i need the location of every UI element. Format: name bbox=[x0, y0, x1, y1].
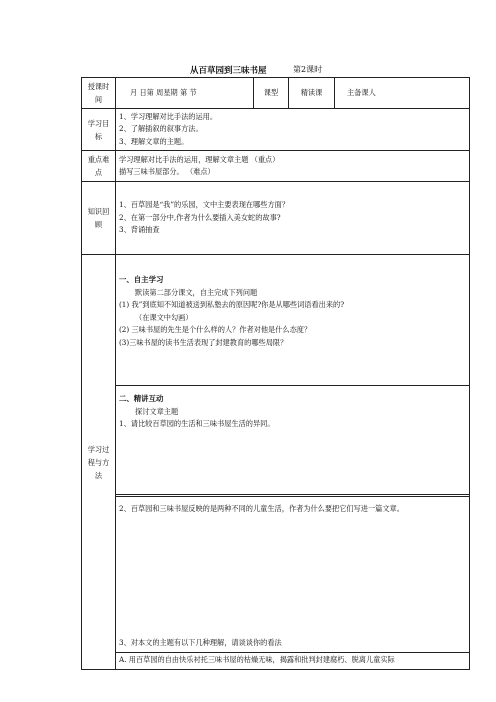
process-content bbox=[116, 255, 470, 670]
interaction-q3 bbox=[119, 637, 282, 650]
goal-item: 3、理解文章的主题。 bbox=[119, 136, 189, 146]
answer-divider bbox=[116, 494, 469, 495]
key-item: 描写三味书屋部分。 （难点） bbox=[119, 167, 215, 176]
key-content bbox=[116, 151, 470, 182]
process-row bbox=[82, 255, 470, 670]
self-study-section bbox=[119, 274, 344, 349]
self-study-hint: （在课文中勾画） bbox=[135, 312, 193, 322]
key-row bbox=[82, 151, 470, 182]
lesson-plan-table bbox=[81, 77, 470, 670]
review-label: 知识回顾 bbox=[82, 182, 116, 255]
option-divider bbox=[116, 652, 469, 653]
preparer-label: 主备课人 bbox=[335, 78, 470, 109]
interaction-heading: 二、精讲互动 bbox=[119, 394, 164, 403]
goals-row bbox=[82, 109, 470, 151]
review-item: 1、百草园是“我”的乐园，文中主要表现在哪些方面？ bbox=[119, 200, 290, 210]
self-study-intro: 默读第二部分课文，自主完成下列问题 bbox=[135, 287, 258, 297]
interaction-option: A. 用百草园的自由快乐衬托三味书屋的枯燥无味，揭露和批判封建腐朽、脱离儿童实际 bbox=[119, 655, 395, 664]
section-divider bbox=[116, 385, 469, 386]
review-item: 3、背诵抽查 bbox=[119, 225, 160, 235]
self-study-question: (2) 三味书屋的先生是个什么样的人？作者对他是什么态度？ bbox=[119, 325, 312, 334]
time-row bbox=[82, 78, 470, 109]
type-value: 精读课 bbox=[289, 78, 335, 109]
type-label: 课型 bbox=[254, 78, 289, 109]
interaction-section bbox=[119, 393, 275, 431]
interaction-q2 bbox=[119, 503, 404, 516]
interaction-question: 1、请比较百草园的生活和三味书屋生活的异同。 bbox=[119, 419, 275, 428]
goal-item: 2、了解插叙的叙事方法。 bbox=[119, 124, 203, 134]
self-study-question: (3)三味书屋的读书生活表现了封建教育的哪些局限？ bbox=[119, 337, 288, 347]
goal-item: 1、学习理解对比手法的运用。 bbox=[119, 111, 218, 121]
self-study-question: (1) 我”到底知不知道被送到私塾去的原因呢?你是从哪些词语看出来的? bbox=[119, 300, 345, 309]
key-label: 重点难点 bbox=[82, 151, 116, 182]
review-content bbox=[116, 182, 470, 255]
interaction-option-a bbox=[119, 654, 395, 667]
process-label: 学习过程与方法 bbox=[82, 255, 116, 670]
page-title: 从百草园到三味书屋 bbox=[190, 66, 267, 76]
goals-label: 学习目标 bbox=[82, 109, 116, 151]
answer-divider bbox=[116, 496, 469, 497]
interaction-intro: 探讨文章主题 bbox=[135, 406, 179, 416]
lesson-number: 第2课时 bbox=[293, 65, 323, 74]
header bbox=[0, 64, 496, 78]
interaction-question: 2、百草园和三味书屋反映的是两种不同的儿童生活，作者为什么要把它们写进一篇文章。 bbox=[119, 504, 404, 513]
goals-content bbox=[116, 109, 470, 151]
key-item: 学习理解对比手法的运用，理解文章主题 （重点） bbox=[119, 154, 280, 164]
time-date: 月 日第 周星期 第 节 bbox=[116, 78, 254, 109]
time-label: 授课时间 bbox=[82, 78, 116, 109]
review-row bbox=[82, 182, 470, 255]
review-item: 2、在第一部分中,作者为什么要插入美女蛇的故事? bbox=[119, 212, 281, 222]
self-study-heading: 一、自主学习 bbox=[119, 275, 164, 284]
interaction-question: 3、对本文的主题有以下几种理解，请谈谈你的看法 bbox=[119, 638, 282, 647]
